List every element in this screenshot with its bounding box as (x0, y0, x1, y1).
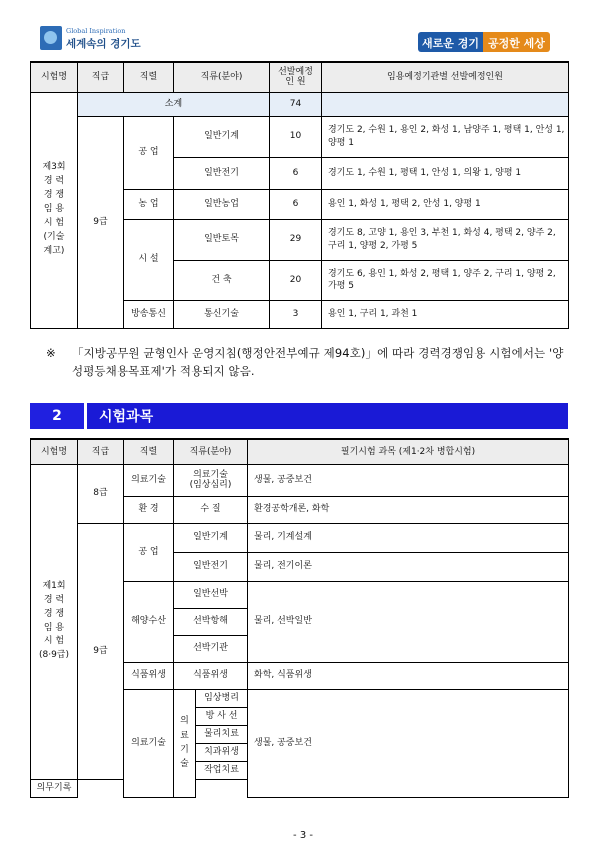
field-cell: 일반기계 (174, 116, 270, 157)
field-cell: 임상병리 (196, 689, 248, 707)
grade-cell: 9급 (78, 523, 124, 779)
series-cell: 의료기술 (124, 464, 174, 496)
logo-tagline: Global Inspiration (66, 27, 126, 35)
series-cell: 농 업 (124, 189, 174, 219)
table-header-row (31, 439, 569, 464)
series-cell: 환 경 (124, 496, 174, 523)
slogan-banner (418, 32, 550, 52)
count-cell: 20 (270, 260, 322, 300)
col-header: 직렬 (124, 439, 174, 464)
field-group-cell: 의 료 기 술 (174, 689, 196, 797)
subject-cell: 물리, 전기이론 (248, 552, 569, 581)
col-header: 필기시험 과목 (제1·2차 병합시험) (248, 439, 569, 464)
subject-cell: 생물, 공중보건 (248, 689, 569, 797)
field-cell: 선박항해 (174, 608, 248, 635)
count-cell: 6 (270, 189, 322, 219)
slogan-part-a: 새로운 경기 (418, 32, 483, 52)
field-cell: 일반농업 (174, 189, 270, 219)
col-header: 선발예정 인 원 (270, 62, 322, 92)
recruitment-table (30, 61, 569, 329)
table-row (31, 116, 569, 157)
field-cell: 통신기술 (174, 300, 270, 328)
series-cell: 의료기술 (124, 689, 174, 797)
field-cell: 의료기술 (임상심리) (174, 464, 248, 496)
exam-subjects-table (30, 438, 569, 798)
subtotal-row (31, 92, 569, 116)
series-cell: 식품위생 (124, 662, 174, 689)
count-cell: 10 (270, 116, 322, 157)
col-header: 직급 (78, 62, 124, 92)
exam-name-cell: 제3회 경 력 경 쟁 임 용 시 험 (기술 계고) (31, 92, 78, 328)
field-cell: 의무기록 (31, 779, 78, 797)
grade-cell: 9급 (78, 116, 124, 328)
series-cell: 해양수산 (124, 581, 174, 662)
field-cell: 식품위생 (174, 662, 248, 689)
exam-name-cell: 제1회 경 력 경 쟁 임 용 시 험 (8·9급) (31, 464, 78, 779)
field-cell: 치과위생 (196, 743, 248, 761)
field-cell: 일반기계 (174, 523, 248, 552)
field-cell: 물리치료 (196, 725, 248, 743)
agency-cell: 경기도 2, 수원 1, 용인 2, 화성 1, 남양주 1, 평택 1, 안성 1, 양평 1 (322, 116, 569, 157)
col-header: 임용예정기관별 선발예정인원 (322, 62, 569, 92)
field-cell: 건 축 (174, 260, 270, 300)
series-cell: 방송통신 (124, 300, 174, 328)
subtotal-value: 74 (270, 92, 322, 116)
series-cell: 공 업 (124, 116, 174, 189)
col-header: 시험명 (31, 439, 78, 464)
field-cell: 수 질 (174, 496, 248, 523)
subject-cell: 물리, 선박일반 (248, 581, 569, 662)
subject-cell: 화학, 식품위생 (248, 662, 569, 689)
subject-cell: 환경공학개론, 화학 (248, 496, 569, 523)
grade-cell: 8급 (78, 464, 124, 523)
field-cell: 일반토목 (174, 219, 270, 260)
note-text: 「지방공무원 균형인사 운영지침(행정안전부예규 제94호)」에 따라 경력경쟁임용 시험에서는 '양성평등채용목표제'가 적용되지 않음. (72, 346, 564, 378)
agency-cell: 경기도 8, 고양 1, 용인 3, 부천 1, 화성 4, 평택 2, 양주 2, 구리 1, 양평 2, 가평 5 (322, 219, 569, 260)
subject-cell: 생물, 공중보건 (248, 464, 569, 496)
series-cell: 시 설 (124, 219, 174, 300)
page-number: - 3 - (293, 830, 313, 841)
field-cell: 일반선박 (174, 581, 248, 608)
col-header: 직렬 (124, 62, 174, 92)
section-title: 시험과목 (99, 409, 154, 425)
series-cell: 공 업 (124, 523, 174, 581)
field-cell: 작업치료 (196, 761, 248, 779)
section-number: 2 (30, 403, 87, 429)
col-header: 직류(분야) (174, 62, 270, 92)
agency-cell: 경기도 6, 용인 1, 화성 2, 평택 1, 양주 2, 구리 1, 양평 2, 가평 5 (322, 260, 569, 300)
agency-cell: 용인 1, 화성 1, 평택 2, 안성 1, 양평 1 (322, 189, 569, 219)
field-cell: 선박기관 (174, 635, 248, 662)
count-cell: 3 (270, 300, 322, 328)
agency-cell: 용인 1, 구리 1, 과천 1 (322, 300, 569, 328)
gyeonggi-logo (40, 26, 141, 52)
subtotal-blank (322, 92, 569, 116)
section-heading (30, 403, 568, 429)
logo-title: 세계속의 경기도 (66, 38, 141, 50)
gyeonggi-emblem-icon (40, 26, 62, 50)
subtotal-label: 소계 (78, 92, 270, 116)
agency-cell: 경기도 1, 수원 1, 평택 1, 안성 1, 의왕 1, 양평 1 (322, 157, 569, 189)
col-header: 직류(분야) (174, 439, 248, 464)
table-header-row (31, 62, 569, 92)
field-cell: 일반전기 (174, 157, 270, 189)
count-cell: 29 (270, 219, 322, 260)
table-row (31, 464, 569, 496)
count-cell: 6 (270, 157, 322, 189)
field-cell: 일반전기 (174, 552, 248, 581)
subject-cell: 물리, 기계설계 (248, 523, 569, 552)
note-mark: ※ (46, 346, 56, 360)
col-header: 시험명 (31, 62, 78, 92)
col-header: 직급 (78, 439, 124, 464)
table-row (31, 523, 569, 552)
slogan-part-b: 공정한 세상 (483, 32, 550, 52)
field-cell: 방 사 선 (196, 707, 248, 725)
